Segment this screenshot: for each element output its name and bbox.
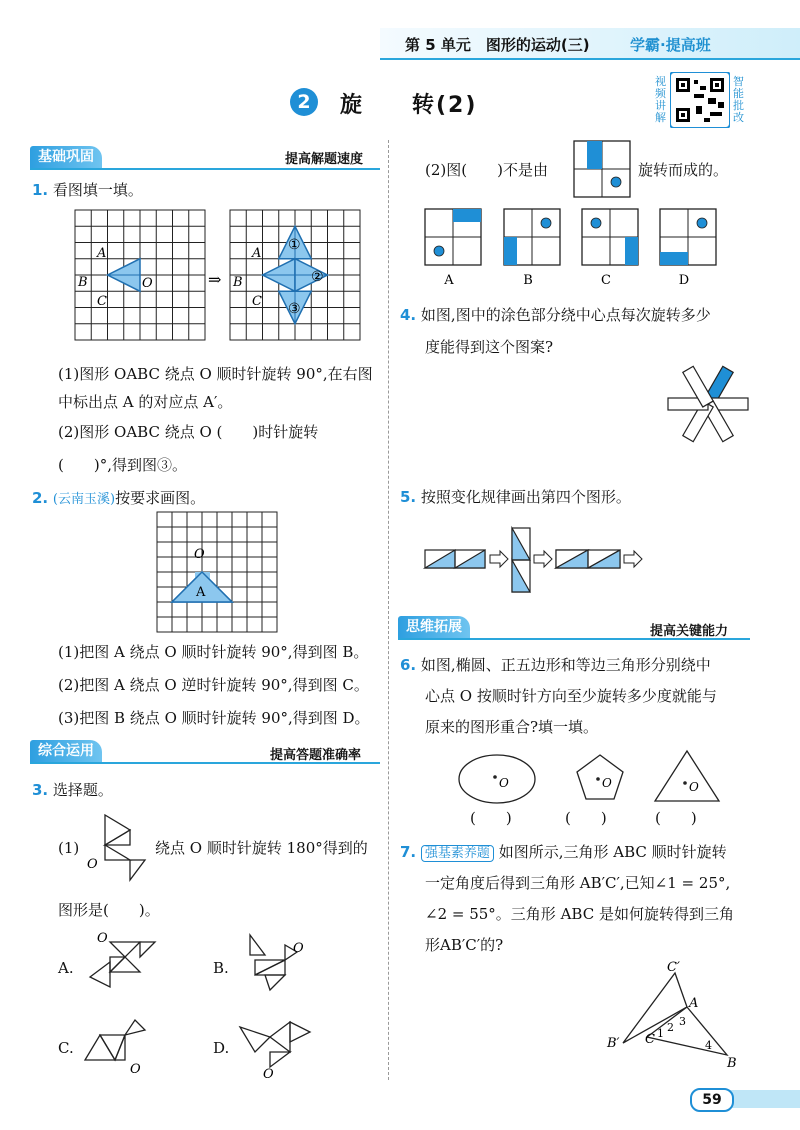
q1-circle-2: ② xyxy=(311,269,324,285)
q6-blank-pentagon[interactable]: ( ) xyxy=(565,809,607,827)
q6-triangle-o: O xyxy=(689,780,699,794)
q3-p1-text: 绕点 O 顺时针旋转 180°得到的 xyxy=(155,839,368,857)
section-comp-line xyxy=(30,762,380,764)
q3-instruction: 选择题。 xyxy=(52,781,113,799)
q6-pentagon xyxy=(577,755,623,799)
q6-line3: 原来的图形重合?填一填。 xyxy=(425,718,599,736)
q6-triangle xyxy=(655,751,719,801)
q4-pinwheel-figure xyxy=(663,362,753,447)
q3-p1-prefix: (1) xyxy=(58,839,80,857)
q2-label-a: A xyxy=(196,585,206,600)
q1-sub2b[interactable]: ( )°,得到图③。 xyxy=(58,456,187,474)
q3-p2-label-c: C xyxy=(601,273,611,288)
q2-number: 2. xyxy=(32,489,49,507)
q3-p2-label-a: A xyxy=(444,273,454,288)
q3-p2-option-d-fig xyxy=(660,209,716,265)
q3-p2-options-figure[interactable] xyxy=(420,208,740,288)
q3-d-o: O xyxy=(263,1067,274,1080)
q1r-label-b: B xyxy=(233,275,243,290)
q2-label-o: O xyxy=(194,547,205,562)
q3-p1-figure xyxy=(85,810,150,885)
q7-label-b1: B′ xyxy=(607,1036,620,1051)
q3-option-b-figure[interactable] xyxy=(235,930,310,992)
q4-number: 4. xyxy=(400,306,417,324)
q1-figure xyxy=(70,205,380,350)
q6-ellipse xyxy=(459,755,535,803)
q6-line1 xyxy=(400,655,711,675)
lesson-number: 2 xyxy=(290,88,318,116)
section-comp-goal: 提高答题准确率 xyxy=(270,748,362,763)
q7-tag: 强基素养题 xyxy=(421,845,494,862)
q2-sub1: (1)把图 A 绕点 O 顺时针旋转 90°,得到图 B。 xyxy=(58,643,369,661)
q1-circle-1: ① xyxy=(288,237,301,253)
q1-sub2a[interactable]: (2)图形 OABC 绕点 O ( )时针旋转 xyxy=(58,423,319,441)
q3-text xyxy=(32,780,113,800)
q1r-label-a: A xyxy=(252,246,262,261)
q4-text1: 如图,图中的涂色部分绕中心点每次旋转多少 xyxy=(420,306,711,324)
q1-label-o: O xyxy=(142,276,153,291)
q1-label-c: C xyxy=(97,294,107,309)
qr-right-text: 智能批改 xyxy=(733,75,744,124)
brand-name: 学霸·提高班 xyxy=(630,36,711,54)
q4-line1 xyxy=(400,305,711,325)
q3-p2-option-a-fig xyxy=(425,209,481,265)
q3-option-c[interactable]: C. xyxy=(58,1039,74,1057)
q1-sub1: (1)图形 OABC 绕点 O 顺时针旋转 90°,在右图中标出点 A 的对应点 A′。 xyxy=(58,365,373,411)
q7-angle-4: 4 xyxy=(705,1039,712,1052)
q7-line4: 形AB′C′的? xyxy=(425,936,504,954)
q1-circle-3: ③ xyxy=(288,301,301,317)
q1-instruction: 看图填一填。 xyxy=(52,181,143,199)
q7-angle-3: 3 xyxy=(679,1015,686,1028)
q1r-label-c: C xyxy=(252,294,262,309)
q6-pentagon-o: O xyxy=(602,776,612,790)
section-basic-line xyxy=(30,168,380,170)
q3-p2-prefix[interactable]: (2)图( )不是由 xyxy=(425,161,548,179)
q2-sub3: (3)把图 B 绕点 O 顺时针旋转 90°,得到图 D。 xyxy=(58,709,370,727)
q5-text xyxy=(400,487,631,507)
section-basic-tag: 基础巩固 xyxy=(30,146,102,168)
q5-number: 5. xyxy=(400,488,417,506)
q7-label-c1: C′ xyxy=(667,960,680,975)
q6-blank-ellipse[interactable]: ( ) xyxy=(470,809,512,827)
q7-text1: 如图所示,三角形 ABC 顺时针旋转 xyxy=(498,843,727,861)
q1-number: 1. xyxy=(32,181,49,199)
qr-left-text: 视频讲解 xyxy=(655,75,666,124)
q2-text xyxy=(32,488,205,510)
section-think-line xyxy=(398,638,750,640)
q6-blank-triangle[interactable]: ( ) xyxy=(655,809,697,827)
q3-option-a[interactable]: A. xyxy=(58,959,74,977)
q2-sub2: (2)把图 A 绕点 O 逆时针旋转 90°,得到图 C。 xyxy=(58,676,369,694)
q3-p2-label-b: B xyxy=(523,273,533,288)
q7-line1 xyxy=(400,842,727,864)
q3-p2-option-c-fig xyxy=(582,209,638,265)
q2-instruction: 按要求画图。 xyxy=(115,489,206,507)
q6-line2: 心点 O 按顺时针方向至少旋转多少度就能与 xyxy=(425,687,717,705)
q3-option-d[interactable]: D. xyxy=(213,1039,230,1057)
q1-label-b: B xyxy=(78,275,88,290)
section-think-tag: 思维拓展 xyxy=(398,616,470,638)
qr-code-icon[interactable] xyxy=(670,72,730,128)
q3-c-o: O xyxy=(130,1062,141,1075)
q3-number: 3. xyxy=(32,781,49,799)
q3-p2-option-b-fig xyxy=(504,209,560,265)
q7-label-c: C xyxy=(645,1032,655,1047)
column-divider xyxy=(388,140,389,1080)
q6-ellipse-o: O xyxy=(499,776,509,790)
q3-p2-base-figure xyxy=(573,140,631,198)
q3-p1-tail[interactable]: 图形是( )。 xyxy=(58,901,160,919)
q4-line2: 度能得到这个图案? xyxy=(425,338,554,356)
q7-line2: 一定角度后得到三角形 AB′C′,已知∠1 = 25°, xyxy=(425,874,731,892)
q1-arrow: ⇒ xyxy=(208,270,222,289)
unit-title: 第 5 单元 图形的运动(三) xyxy=(405,36,590,54)
q7-angle-2: 2 xyxy=(667,1021,674,1034)
q7-label-a: A xyxy=(689,996,699,1011)
q7-angle-1: 1 xyxy=(657,1027,664,1040)
q3-p1-o: O xyxy=(87,857,98,872)
section-think-goal: 提高关键能力 xyxy=(650,624,729,639)
page-number: 59 xyxy=(690,1088,734,1112)
q5-instruction: 按照变化规律画出第四个图形。 xyxy=(420,488,631,506)
q6-shapes-figure xyxy=(455,745,745,810)
q3-option-a-figure[interactable] xyxy=(85,932,160,992)
q3-option-d-figure[interactable] xyxy=(235,1012,320,1080)
q7-number: 7. xyxy=(400,843,417,861)
lesson-title: 旋 转(2) xyxy=(340,93,478,118)
q2-grid-figure[interactable] xyxy=(155,510,280,635)
section-comp-tag: 综合运用 xyxy=(30,740,102,762)
q1-text xyxy=(32,180,143,200)
q7-line3: ∠2 = 55°。三角形 ABC 是如何旋转得到三角 xyxy=(425,905,734,923)
q1-label-a: A xyxy=(97,246,107,261)
q7-label-b: B xyxy=(727,1056,737,1071)
q7-triangle-ab1c1 xyxy=(623,973,687,1043)
q6-number: 6. xyxy=(400,656,417,674)
q3-p2-label-d: D xyxy=(678,273,690,288)
q3-option-b[interactable]: B. xyxy=(213,959,229,977)
q3-b-o: O xyxy=(293,941,304,956)
section-basic-goal: 提高解题速度 xyxy=(285,152,364,167)
q5-sequence-figure[interactable] xyxy=(420,523,650,598)
q6-text1: 如图,椭圆、正五边形和等边三角形分别绕中 xyxy=(420,656,711,674)
q7-triangles-figure xyxy=(605,955,745,1075)
q2-region-tag: (云南玉溪) xyxy=(52,492,116,507)
q3-p2-text: 旋转而成的。 xyxy=(638,161,729,179)
q3-option-c-figure[interactable] xyxy=(80,1015,160,1075)
q3-a-o: O xyxy=(97,932,108,946)
